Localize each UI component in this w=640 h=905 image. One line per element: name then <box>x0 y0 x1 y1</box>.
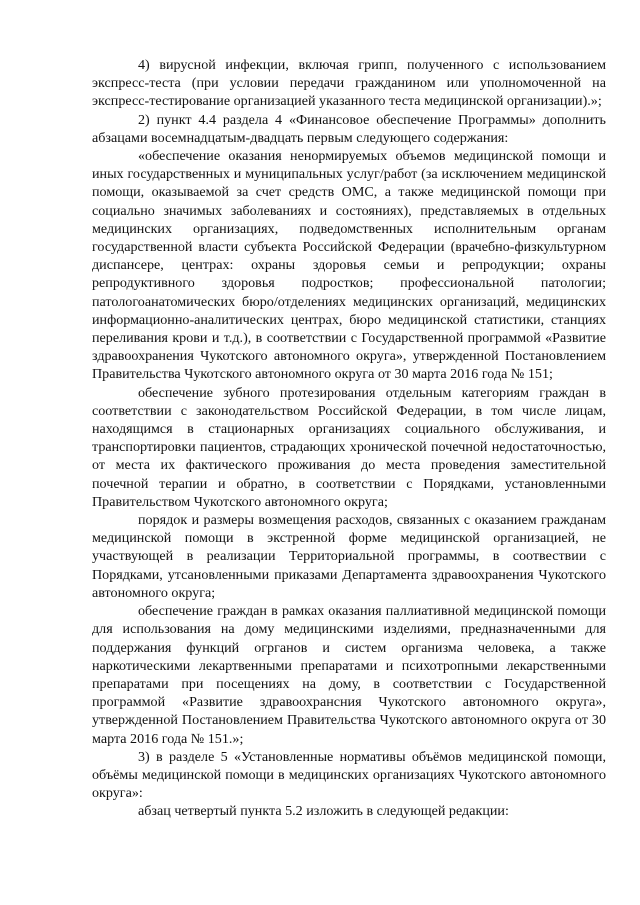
paragraph-palliative-care: обеспечение граждан в рамках оказания паллиативной медицинской помощи для использования на дому медицинскими изделиями, предназначенными для поддержания функций огрганов и систем организма человека, а также наркотическими лекартвенными препаратами и психотропными лекарственными препаратами при посещениях на дому, в соответствии с Государственной программой «Развитие здравоохрансния Чукотского автономного округа», утвержденной Постановлением Правительства Чукотского автономного округа от 30 марта 2016 года № 151.»; <box>92 603 606 747</box>
paragraph-item-2: 2) пункт 4.4 раздела 4 «Финансовое обеспечение Программы» дополнить абзацами восемнадцатым-двадцать первым следующего содержания: <box>92 111 606 146</box>
paragraph-emergency-compensation: порядок и размеры возмещения расходов, связанных с оказанием гражданам медицинской помощи в экстренной форме медицинской организацией, не участвующей в реализации Территориальной программы, в соотвествии с Порядками, утсановленными приказами Департамента здравоохранения Чукотского автономного округа; <box>92 512 606 601</box>
paragraph-section-5-2: абзац четвертый пункта 5.2 изложить в следующей редакции: <box>138 803 509 820</box>
document-page <box>92 56 606 821</box>
paragraph-nonstandard-care: «обеспечение оказания ненормируемых объемов медицинской помощи и иных государственных и муниципальных услуг/работ (за исключением медицинской помощи, оказываемой за счет средств ОМС, а также медицинской помощи при социально значимых заболеваниях и состояниях), представляемых в отдельных медицинских организациях, подведомственных исполнительным органам государственной власти субъекта Российской Федерации (врачебно-физкультурном диспансере, центрах: охраны здоровья семьи и репродукции; охраны репродуктивного здоровья подростков; профессиональной патологии; патологоанатомических бюро/отделениях медицинских организаций, медицинских информационно-аналитических центрах, бюро медицинской статистики, станциях переливания крови и т.д.), в соответствии с Государственной программой «Развитие здравоохранения Чукотского автономного округа», утвержденной Постановлением Правительства Чукотского автономного округа от 30 марта 2016 года № 151; <box>92 148 606 383</box>
paragraph-dental-prosthetics: обеспечение зубного протезирования отдельным категориям граждан в соответствии с законодательством Российской Федерации, в том числе лицам, находящимся в стационарных организациях социального обслуживания, и транспортировки пациентов, страдающих хронической почечной недостаточностью, от места их фактического проживания до места проведения заместительной почечной терапии и обратно, в соответствии с Порядками, установленными Правительством Чукотского автономного округа; <box>92 384 606 510</box>
paragraph-viral-infection: 4) вирусной инфекции, включая грипп, полученного с использованием экспресс-теста (при условии передачи гражданином или уполномоченной на экспресс-тестирование организацией указанного теста медицинской организации).»; <box>92 57 606 110</box>
paragraph-item-3: 3) в разделе 5 «Установленные нормативы объёмов медицинской помощи, объёмы медицинской помощи в медицинских организациях Чукотского автономного округа»: <box>92 748 606 802</box>
